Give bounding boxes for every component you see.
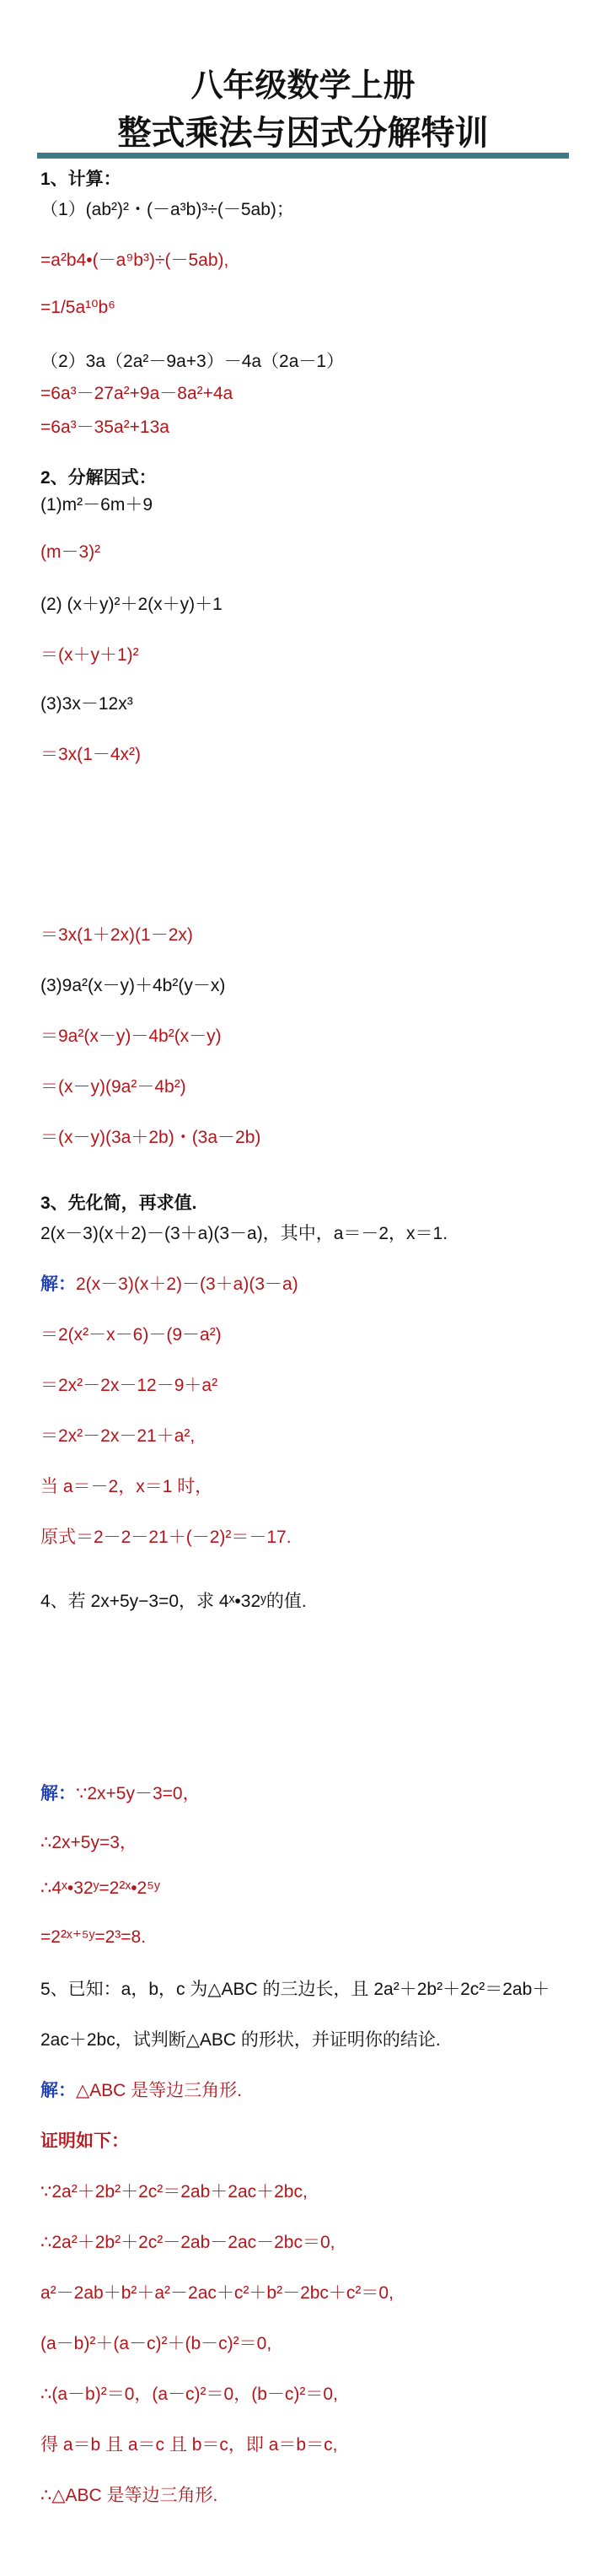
- q4-solution-label: 解：: [40, 1784, 76, 1803]
- q2-p3-problem: (3)3x－12x³: [40, 694, 133, 714]
- q5-problem-line-1: 5、已知：a，b，c 为△ABC 的三边长，且 2a²＋2b²＋2c²＝2ab＋: [40, 1980, 550, 1999]
- q4-step-2: ∴4ˣ•32ʸ=2²ˣ•2⁵ʸ: [40, 1878, 160, 1898]
- q4-step-3: =2²ˣ⁺⁵ʸ=2³=8.: [40, 1927, 147, 1947]
- q2-p1-answer: (m－3)²: [40, 542, 101, 562]
- title-line-1: 八年级数学上册: [190, 67, 416, 104]
- q5-step-4: a²－2ab＋b²＋a²－2ac＋c²＋b²－2bc＋c²＝0,: [40, 2283, 394, 2303]
- q2-heading: 2、分解因式：: [40, 468, 157, 488]
- q4-heading: 4、若 2x+5y−3=0，求 4ˣ•32ʸ的值.: [40, 1592, 307, 1611]
- q5-step-5: (a－b)²＋(a－c)²＋(b－c)²＝0,: [40, 2334, 272, 2353]
- q2-p4-problem: (3)9a²(x－y)＋4b²(y－x): [40, 976, 226, 995]
- q4-solution-first-line: [40, 1780, 201, 1805]
- q3-step-2: ＝2x²－2x－12－9＋a²: [40, 1376, 218, 1395]
- q5-step-7: 得 a＝b 且 a＝c 且 b＝c，即 a＝b＝c,: [40, 2435, 338, 2455]
- q3-step-1: ＝2(x²－x－6)－(9－a²): [40, 1325, 222, 1345]
- q2-p1-problem: (1)m²－6m＋9: [40, 495, 153, 515]
- title-divider: [37, 153, 569, 159]
- q5-step-3: ∴2a²＋2b²＋2c²－2ab－2ac－2bc＝0,: [40, 2233, 335, 2252]
- q3-solution-label: 解：: [40, 1275, 76, 1294]
- q2-p3-step-2: ＝3x(1＋2x)(1－2x): [40, 925, 193, 945]
- q3-solution-first-line: [40, 1270, 298, 1296]
- q1-p1-step-1: =a²b4•(－a⁹b³)÷(－5ab),: [40, 251, 229, 270]
- q3-step-5: 原式＝2－2－21＋(－2)²＝－17.: [40, 1528, 292, 1547]
- q3-problem: 2(x－3)(x＋2)－(3＋a)(3－a)，其中，a＝－2，x＝1.: [40, 1224, 448, 1243]
- q2-p4-step-2: ＝(x－y)(9a²－4b²): [40, 1077, 186, 1097]
- q3-heading: 3、先化简，再求值.: [40, 1194, 197, 1213]
- q5-step-2: ∵2a²＋2b²＋2c²＝2ab＋2ac＋2bc,: [40, 2182, 308, 2201]
- q2-p2-problem: (2) (x＋y)²＋2(x＋y)＋1: [40, 595, 223, 614]
- q5-solution-label: 解：: [40, 2081, 76, 2100]
- q1-p1-problem: （1）(ab²)²・(－a³b)³÷(－5ab)；: [40, 200, 294, 219]
- q5-solution-conclusion: △ABC 是等边三角形.: [76, 2081, 242, 2100]
- q5-step-8: ∴△ABC 是等边三角形.: [40, 2486, 218, 2505]
- q4-step-1: ∴2x+5y=3，: [40, 1833, 137, 1852]
- q4-solution-expression: ∵2x+5y－3=0，: [76, 1784, 201, 1803]
- q1-p2-problem: （2）3a（2a²－9a+3）－4a（2a－1）: [40, 352, 345, 371]
- q2-p2-answer: ＝(x＋y＋1)²: [40, 645, 139, 665]
- q3-step-4: 当 a＝－2，x＝1 时，: [40, 1477, 213, 1496]
- q1-heading: 1、计算：: [40, 170, 121, 189]
- q3-solution-expression: 2(x－3)(x＋2)－(3＋a)(3－a): [76, 1275, 298, 1294]
- q1-p1-step-2: =1/5a¹⁰b⁶: [40, 298, 115, 317]
- title-line-2: 整式乘法与因式分解特训: [117, 114, 489, 153]
- q5-step-6: ∴(a－b)²＝0，(a－c)²＝0，(b－c)²＝0,: [40, 2385, 338, 2404]
- q5-problem-line-2: 2ac＋2bc，试判断△ABC 的形状，并证明你的结论.: [40, 2030, 441, 2050]
- q5-solution-first-line: [40, 2077, 242, 2102]
- q5-step-1: 证明如下：: [40, 2131, 129, 2151]
- q1-p2-step-1: =6a³－27a²+9a－8a²+4a: [40, 384, 233, 403]
- q2-p4-step-1: ＝9a²(x－y)－4b²(x－y): [40, 1027, 222, 1046]
- q2-p3-step-1: ＝3x(1－4x²): [40, 745, 142, 764]
- q3-step-3: ＝2x²－2x－21＋a²,: [40, 1426, 196, 1446]
- q2-p4-step-3: ＝(x－y)(3a＋2b)・(3a－2b): [40, 1128, 261, 1147]
- q1-p2-step-2: =6a³－35a²+13a: [40, 418, 169, 437]
